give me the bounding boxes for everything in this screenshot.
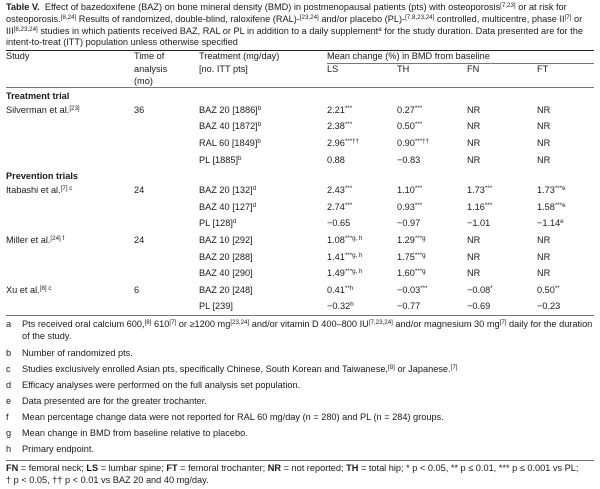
cell-time xyxy=(134,266,199,283)
cell-study: Silverman et al.[23] xyxy=(6,104,80,115)
abbreviations-rule xyxy=(6,460,594,461)
cell-study xyxy=(6,119,134,136)
table-row xyxy=(6,216,594,233)
cell-fn: 1.73*** xyxy=(467,185,493,196)
header-row xyxy=(6,51,594,64)
header-time: Time of xyxy=(134,51,165,62)
cell-ls: −0.65 xyxy=(327,218,351,229)
cell-ft: NR xyxy=(537,234,551,245)
footnote-d: d Efficacy analyses were performed on the full analysis set population. xyxy=(6,380,301,391)
cell-treatment: PL $[128]^d$ xyxy=(199,218,237,229)
cell-time xyxy=(134,152,199,169)
table-row xyxy=(6,249,594,266)
table-bottom-rule xyxy=(6,315,594,316)
cell-fn: NR xyxy=(467,154,481,165)
cell-fn: −0.08* xyxy=(467,284,493,295)
footnote-a: a Pts received oral calcium 600,[8] 610[7] or ≥1200 mg[23,24] and/or vitamin D 400–800 IU[7,23,24] and/or magnesium 30 mg[7] daily for the duration of the study. xyxy=(6,319,593,342)
cell-fn: −1.01 xyxy=(467,218,491,229)
cell-th: −0.97 xyxy=(397,218,421,229)
cell-treatment: PL $[1885]^b$ xyxy=(199,154,242,165)
cell-treatment: BAZ 10 [292] xyxy=(199,234,253,245)
cell-study xyxy=(6,199,134,216)
cell-study xyxy=(6,249,134,266)
abbreviations: FN = femoral neck; LS = lumbar spine; FT = femoral trochanter; NR = not reported; TH = total hip; * p < 0.05, ** p ≤ 0.01, *** p ≤ 0.001 vs PL; † p < 0.05, †† p < 0.01 vs BAZ 20 and 40 mg/day. xyxy=(6,463,579,486)
table-label: Table V. xyxy=(6,2,40,12)
footnote-e: e Data presented are for the greater trochanter. xyxy=(6,396,207,407)
table-row xyxy=(6,233,594,250)
table-row xyxy=(6,282,594,299)
cell-fn: NR xyxy=(467,121,481,132)
cell-fn: NR xyxy=(467,251,481,262)
cell-th: 0.50*** xyxy=(397,121,423,132)
cell-fn: NR xyxy=(467,234,481,245)
cell-study xyxy=(6,216,134,233)
cell-ft: NR xyxy=(537,104,551,115)
table-caption: Table V. Effect of bazedoxifene (BAZ) on bone mineral density (BMD) in postmenopausal patients (pts) with osteoporosis[7,23] or at risk for osteoporosis.[8,24] Results of randomized, double-blind, raloxifene (RAL)-[23,24] and/or placebo (PL)-[7,8,23,24] controlled, multicentre, phase II[7] or III[8,23,24] studies in which patients received BAZ, RAL or PL in addition to a daily supplement$^a$ for the study duration. Data presented are for the intent-to-treat (ITT) population unless otherwise specified xyxy=(6,2,583,48)
cell-study xyxy=(6,266,134,283)
footnote-b: b Number of randomized pts. xyxy=(6,348,133,359)
header-treatment-l2: [no. ITT pts] xyxy=(199,63,248,74)
cell-th: 1.60$^{***g}$ xyxy=(397,268,426,279)
cell-treatment: BAZ 40 [290] xyxy=(199,268,253,279)
cell-th: 0.93*** xyxy=(397,201,423,212)
cell-ls: 1.08$^{***g, h}$ xyxy=(327,234,363,245)
cell-study xyxy=(6,152,134,169)
cell-ls: 0.88 xyxy=(327,154,345,165)
cell-ft: NR xyxy=(537,154,551,165)
cell-time: 24 xyxy=(134,234,145,245)
cell-ft: 1.58$^{***e}$ xyxy=(537,201,566,212)
cell-treatment: BAZ 20 $[1886]^b$ xyxy=(199,104,262,115)
footnote-g: g Mean change in BMD from baseline relative to placebo. xyxy=(6,428,248,439)
header-fn: FN xyxy=(467,63,480,74)
table-row xyxy=(6,119,594,136)
cell-fn: −0.69 xyxy=(467,301,491,312)
header-mean-change: Mean change (%) in BMD from baseline xyxy=(327,51,594,64)
header-treatment: Treatment (mg/day) xyxy=(199,51,280,62)
footnotes xyxy=(6,319,594,460)
cell-time xyxy=(134,216,199,233)
cell-th: −0.03*** xyxy=(397,284,428,295)
table-row xyxy=(6,299,594,316)
cell-th: −0.77 xyxy=(397,301,421,312)
results-table xyxy=(6,51,594,87)
cell-ft: NR xyxy=(537,137,551,148)
header-ls: LS xyxy=(327,63,339,74)
footnote-f: f Mean percentage change data were not reported for RAL 60 mg/day (n = 280) and PL (n = 284) groups. xyxy=(6,412,444,423)
cell-study xyxy=(6,299,134,316)
cell-fn: 1.16*** xyxy=(467,201,493,212)
cell-treatment: BAZ 40 $[127]^d$ xyxy=(199,201,257,212)
cell-ls: 2.74*** xyxy=(327,201,353,212)
cell-ft: NR xyxy=(537,121,551,132)
cell-treatment: BAZ 20 [248] xyxy=(199,284,253,295)
table-row xyxy=(6,266,594,283)
header-time-l2: analysis (mo) xyxy=(134,63,168,86)
cell-treatment: BAZ 40 $[1872]^b$ xyxy=(199,121,262,132)
section-prevention-trials: Prevention trials xyxy=(6,170,78,181)
cell-th: 0.27*** xyxy=(397,104,423,115)
cell-time: 6 xyxy=(134,284,140,295)
cell-th: 1.75$^{***g}$ xyxy=(397,251,426,262)
cell-time xyxy=(134,136,199,153)
cell-study: Xu et al.$^{[8] c}$ xyxy=(6,284,52,295)
cell-study: Itabashi et al.$^{[7] c}$ xyxy=(6,185,73,196)
cell-time xyxy=(134,199,199,216)
cell-treatment: BAZ 20 $[132]^d$ xyxy=(199,185,257,196)
cell-ft: NR xyxy=(537,251,551,262)
cell-ls: 2.43*** xyxy=(327,185,353,196)
header-row-sub xyxy=(6,64,594,88)
cell-ls: 2.96***†† xyxy=(327,137,359,148)
cell-ft: −1.14$^e$ xyxy=(537,218,564,229)
cell-study: Miller et al.$^{[24] f}$ xyxy=(6,234,65,245)
cell-study xyxy=(6,136,134,153)
footnote-c: c Studies exclusively enrolled Asian pts, specifically Chinese, South Korean and Taiwanese,[8] or Japanese.[7] xyxy=(6,364,458,375)
cell-time: 24 xyxy=(134,185,145,196)
table-row xyxy=(6,152,594,169)
cell-ls: −0.32$^h$ xyxy=(327,301,354,312)
header-ft: FT xyxy=(537,63,549,74)
cell-ft: 1.73$^{***e}$ xyxy=(537,185,566,196)
cell-th: 1.29$^{***g}$ xyxy=(397,234,426,245)
cell-th: 0.90***†† xyxy=(397,137,429,148)
table-row xyxy=(6,136,594,153)
cell-time xyxy=(134,299,199,316)
cell-ls: 0.41$^{**h}$ xyxy=(327,284,354,295)
section-treatment-trial: Treatment trial xyxy=(6,90,70,101)
cell-th: 1.10*** xyxy=(397,185,423,196)
cell-ft: 0.50** xyxy=(537,284,560,295)
cell-ft: NR xyxy=(537,268,551,279)
cell-treatment: BAZ 20 [288] xyxy=(199,251,253,262)
table-row xyxy=(6,183,594,200)
table-body xyxy=(6,88,594,315)
cell-time: 36 xyxy=(134,104,145,115)
table-row xyxy=(6,199,594,216)
cell-ls: 1.49$^{***g, h}$ xyxy=(327,268,363,279)
results-table-body xyxy=(6,88,594,315)
cell-treatment: PL [239] xyxy=(199,301,233,312)
cell-fn: NR xyxy=(467,137,481,148)
header-study: Study xyxy=(6,51,30,62)
cell-th: −0.83 xyxy=(397,154,421,165)
cell-fn: NR xyxy=(467,104,481,115)
footnote-h: h Primary endpoint. xyxy=(6,444,95,455)
cell-ft: −0.23 xyxy=(537,301,561,312)
header-th: TH xyxy=(397,63,410,74)
cell-time xyxy=(134,249,199,266)
document-page xyxy=(6,0,594,487)
table-row xyxy=(6,102,594,119)
cell-time xyxy=(134,119,199,136)
cell-ls: 2.38*** xyxy=(327,121,353,132)
cell-ls: 2.21*** xyxy=(327,104,353,115)
cell-ls: 1.41$^{***g, h}$ xyxy=(327,251,363,262)
cell-treatment: RAL 60 $[1849]^b$ xyxy=(199,137,261,148)
cell-fn: NR xyxy=(467,268,481,279)
